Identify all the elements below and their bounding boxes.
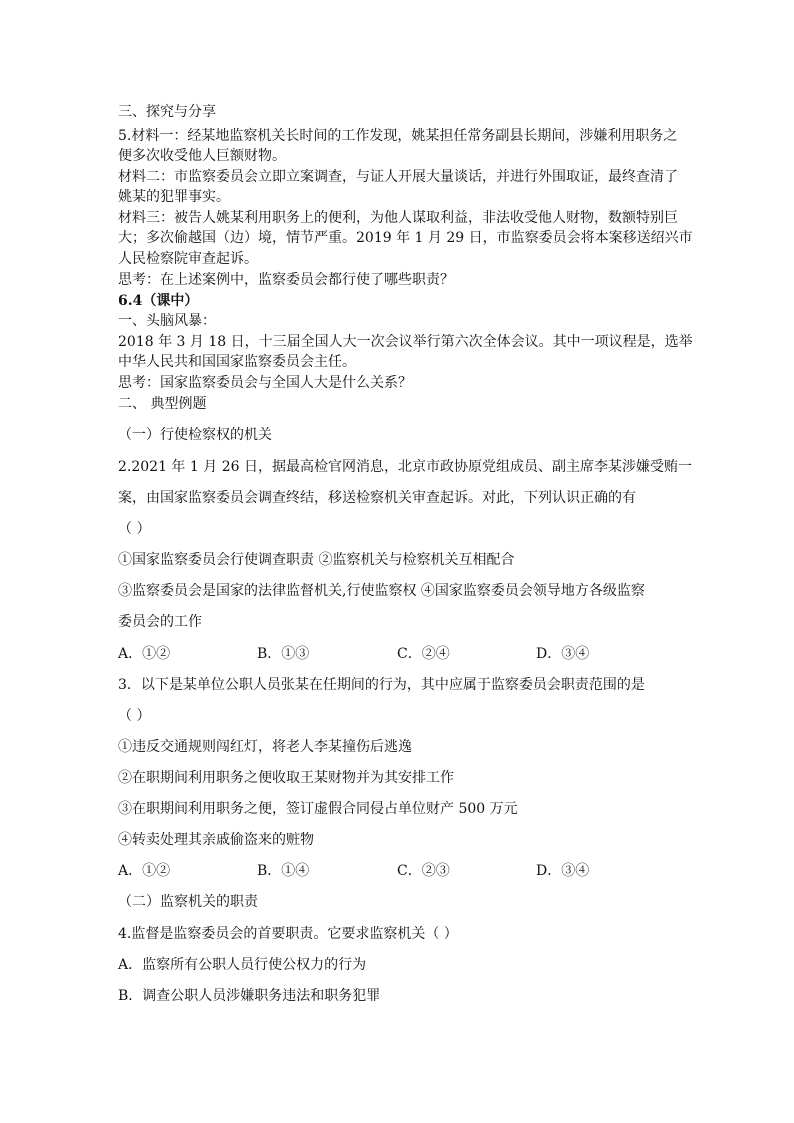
brainstorm-line2: 中华人民共和国国家监察委员会主任。 — [118, 354, 356, 370]
examples-heading: 二、 典型例题 — [118, 396, 207, 412]
q5-material3-line3: 人民检察院审查起诉。 — [118, 251, 258, 267]
lesson-heading: 6.4（课中） — [118, 293, 199, 309]
section-heading: 三、探究与分享 — [118, 104, 216, 120]
q3-statement-3: ③在职期间利用职务之便，签订虚假合同侵占单位财产 500 万元 — [118, 801, 518, 817]
q3-statement-1: ①违反交通规则闯红灯，将老人李某撞伤后逃逸 — [118, 739, 412, 755]
q2-option-c: C．②④ — [397, 646, 450, 662]
q5-material3-line1: 材料三：被告人姚某利用职务上的便利，为他人谋取利益，非法收受他人财物，数额特别巨 — [118, 210, 678, 226]
q3-statement-4: ④转卖处理其亲戚偷盗来的赃物 — [118, 832, 314, 848]
q5-material2-line2: 姚某的犯罪事实。 — [118, 189, 230, 205]
q3-option-b: B．①④ — [257, 863, 310, 879]
q5-material2-line1: 材料二：市监察委员会立即立案调查，与证人开展大量谈话，并进行外围取证，最终查清了 — [118, 169, 678, 185]
subsection1-heading: （一）行使检察权的机关 — [118, 427, 272, 443]
brainstorm-line1: 2018 年 3 月 18 日，十三届全国人大一次会议举行第六次全体会议。其中一项议程是，选举 — [118, 334, 693, 350]
q5-material1-line2: 便多次收受他人巨额财物。 — [118, 148, 286, 164]
subsection2-heading: （二）监察机关的职责 — [118, 894, 258, 910]
q4-stem: 4.监督是监察委员会的首要职责。它要求监察机关（ ） — [118, 926, 458, 942]
q2-option-b: B．①③ — [257, 646, 310, 662]
q2-statements-34-line1: ③监察委员会是国家的法律监督机关,行使监察权 ④国家监察委员会领导地方各级监察 — [118, 583, 645, 599]
q3-statement-2: ②在职期间利用职务之便收取王某财物并为其安排工作 — [118, 770, 454, 786]
q3-option-c: C．②③ — [397, 863, 450, 879]
q3-answer-blank: （ ） — [118, 708, 151, 724]
q5-material3-line2: 大；多次偷越国（边）境，情节严重。2019 年 1 月 29 日，市监察委员会将本案移送绍兴市 — [118, 230, 693, 246]
q2-statements-12: ①国家监察委员会行使调查职责 ②监察机关与检察机关互相配合 — [118, 552, 515, 568]
q3-option-d: D．③④ — [536, 863, 590, 879]
brainstorm-think: 思考：国家监察委员会与全国人大是什么关系？ — [118, 375, 412, 391]
q2-stem-line2: 案，由国家监察委员会调查终结，移送检察机关审查起诉。对此，下列认识正确的有 — [118, 490, 636, 506]
q2-statements-34-line2: 委员会的工作 — [118, 614, 202, 630]
q5-material1-line1: 5.材料一：经某地监察机关长时间的工作发现，姚某担任常务副县长期间，涉嫌利用职务之 — [118, 128, 678, 144]
q2-stem-line1: 2.2021 年 1 月 26 日，据最高检官网消息，北京市政协原党组成员、副主席李某涉嫌受贿一 — [118, 459, 692, 475]
q5-think: 思考：在上述案例中，监察委员会都行使了哪些职责？ — [118, 272, 454, 288]
brainstorm-heading: 一、头脑风暴： — [118, 313, 216, 329]
q4-option-b: B．调查公职人员涉嫌职务违法和职务犯罪 — [118, 988, 381, 1004]
q2-answer-blank: （ ） — [118, 521, 151, 537]
q4-option-a: A．监察所有公职人员行使公权力的行为 — [118, 957, 367, 973]
q3-option-a: A．①② — [118, 863, 171, 879]
q2-option-d: D．③④ — [536, 646, 590, 662]
q3-stem: 3．以下是某单位公职人员张某在任期间的行为，其中应属于监察委员会职责范围的是 — [118, 677, 645, 693]
q2-option-a: A．①② — [118, 646, 171, 662]
